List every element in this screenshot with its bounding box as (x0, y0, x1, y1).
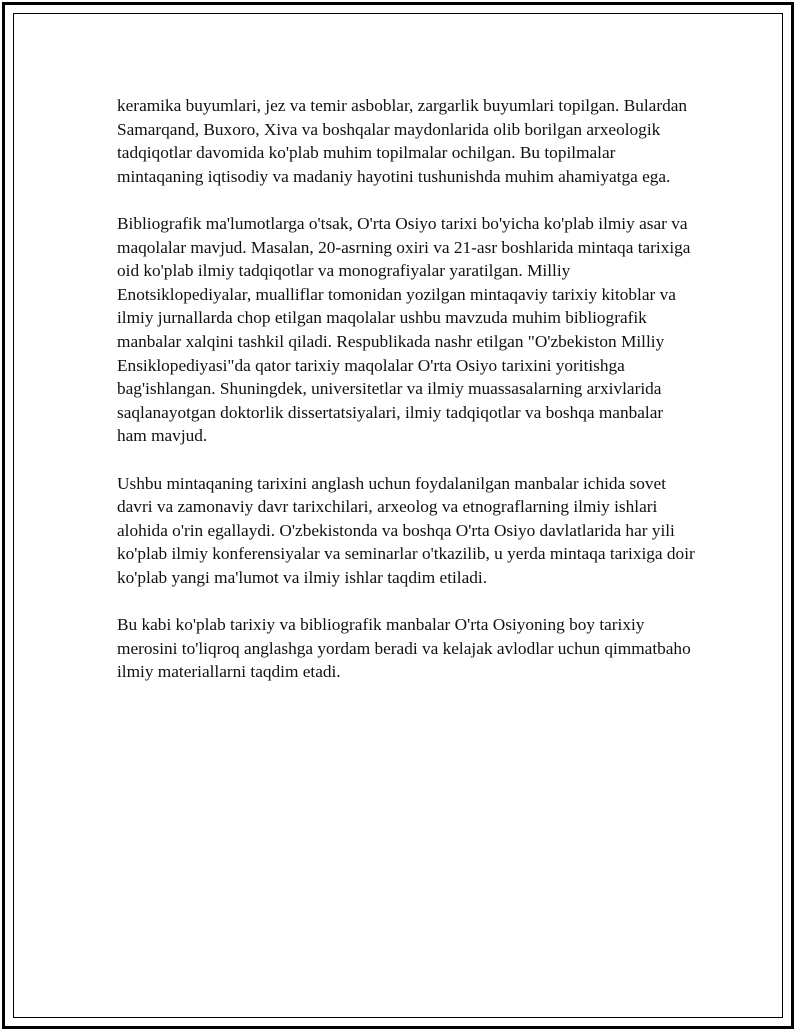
paragraph-2: Bibliografik ma'lumotlarga o'tsak, O'rta Osiyo tarixi bo'yicha ko'plab ilmiy asar va maqolalar mavjud. Masalan, 20-asrning oxiri va 21-asr boshlarida mintaqa tarixiga oid ko'plab ilmiy tadqiqotlar va monografiyalar yaratilgan. Milliy Enotsiklopediyalar, mualliflar tomonidan yozilgan mintaqaviy tarixiy kitoblar va ilmiy jurnallarda chop etilgan maqolalar ushbu mavzuda muhim bibliografik manbalar xalqini tashkil qiladi. Respublikada nashr etilgan "O'zbekiston Milliy Ensiklopediyasi"da qator tarixiy maqolalar O'rta Osiyo tarixini yoritishga bag'ishlangan. Shuningdek, universitetlar va ilmiy muassasalarning arxivlarida saqlanayotgan doktorlik dissertatsiyalari, ilmiy tadqiqotlar va boshqa manbalar ham mavjud. (117, 213, 691, 446)
paragraph-1: keramika buyumlari, jez va temir asboblar, zargarlik buyumlari topilgan. Bulardan Samarqand, Buxoro, Xiva va boshqalar maydonlarida olib borilgan arxeologik tadqiqotlar davomida ko'plab muhim topilmalar ochilgan. Bu topilmalar mintaqaning iqtisodiy va madaniy hayotini tushunishda muhim ahamiyatga ega. (117, 96, 688, 186)
document-body (117, 94, 695, 707)
paragraph-3: Ushbu mintaqaning tarixini anglash uchun foydalanilgan manbalar ichida sovet davri va zamonaviy davr tarixchilari, arxeolog va etnograflarning ilmiy ishlari alohida o'rin egallaydi. O'zbekistonda va boshqa O'rta Osiyo davlatlarida har yili ko'plab ilmiy konferensiyalar va seminarlar o'tkazilib, u yerda mintaqa tarixiga doir ko'plab yangi ma'lumot va ilmiy ishlar taqdim etiladi. (117, 473, 695, 587)
paragraph-4: Bu kabi ko'plab tarixiy va bibliografik manbalar O'rta Osiyoning boy tarixiy merosini to'liqroq anglashga yordam beradi va kelajak avlodlar uchun qimmatbaho ilmiy materiallarni taqdim etadi. (117, 615, 691, 682)
